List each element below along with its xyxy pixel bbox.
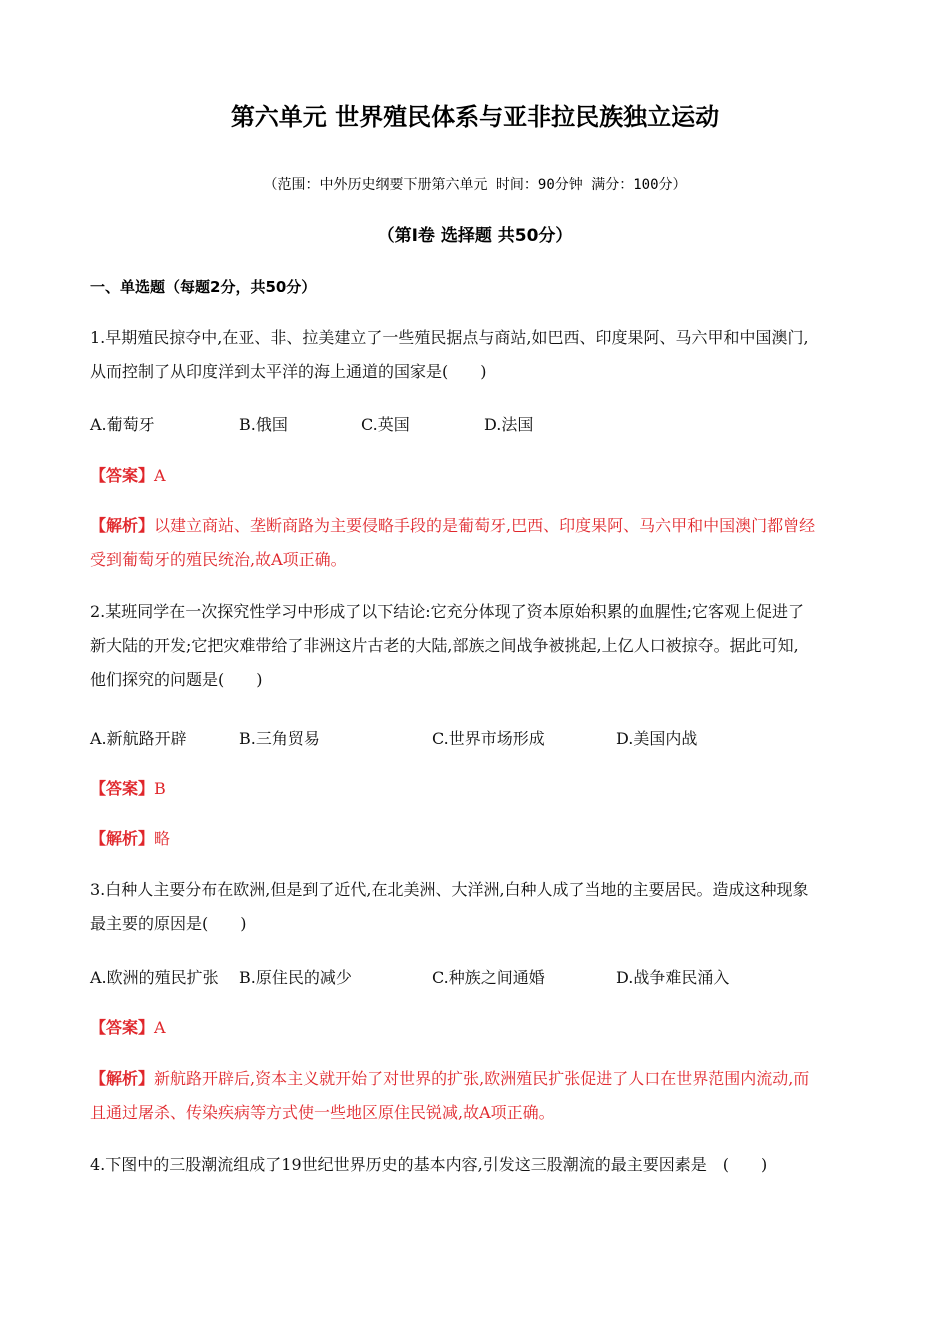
analysis-line: 且通过屠杀、传染疾病等方式使一些地区原住民锐减,故A项正确。 — [90, 1103, 555, 1122]
question-3-answer — [90, 1011, 166, 1045]
answer-label: 【答案】 — [90, 466, 155, 485]
option-a: A.欧洲的殖民扩张 — [90, 968, 219, 987]
question-3-options — [90, 961, 862, 995]
analysis-label: 【解析】 — [90, 829, 155, 848]
question-stem-line: 3.白种人主要分布在欧洲,但是到了近代,在北美洲、大洋洲,白种人成了当地的主要居民。造成这种现象 — [90, 880, 809, 899]
analysis-text: 新航路开辟后,资本主义就开始了对世界的扩张,欧洲殖民扩张促进了人口在世界范围内流动,而 — [154, 1069, 810, 1088]
answer-value: A — [154, 466, 166, 485]
option-a: A.新航路开辟 — [90, 729, 187, 748]
analysis-line — [90, 509, 862, 543]
question-2-analysis — [90, 822, 170, 856]
question-stem-line: 2.某班同学在一次探究性学习中形成了以下结论:它充分体现了资本原始积累的血腥性;它客观上促进了 — [90, 602, 805, 621]
option-b: B.俄国 — [239, 415, 288, 434]
option-c: C.种族之间通婚 — [432, 968, 545, 987]
option-c: C.世界市场形成 — [432, 729, 545, 748]
question-1-answer — [90, 459, 166, 493]
analysis-line: 受到葡萄牙的殖民统治,故A项正确。 — [90, 550, 347, 569]
question-stem-line: 从而控制了从印度洋到太平洋的海上通道的国家是( ) — [90, 362, 487, 381]
option-b: B.原住民的减少 — [239, 968, 352, 987]
answer-value: A — [154, 1018, 166, 1037]
question-2-answer — [90, 772, 166, 806]
analysis-line — [90, 1062, 862, 1096]
question-3-analysis — [90, 1062, 862, 1130]
page-title: 第六单元 世界殖民体系与亚非拉民族独立运动 — [230, 103, 720, 131]
question-1-stem — [90, 321, 862, 389]
analysis-text: 以建立商站、垄断商路为主要侵略手段的是葡萄牙,巴西、印度果阿、马六甲和中国澳门都曾经 — [154, 516, 816, 535]
question-4-stem — [90, 1148, 862, 1182]
question-stem-line: 1.早期殖民掠夺中,在亚、非、拉美建立了一些殖民据点与商站,如巴西、印度果阿、马六甲和中国澳门, — [90, 328, 809, 347]
analysis-label: 【解析】 — [90, 516, 155, 535]
question-stem-line: 最主要的原因是( ) — [90, 914, 247, 933]
question-stem-line: 他们探究的问题是( ) — [90, 670, 263, 689]
question-1-options — [90, 408, 862, 442]
question-stem-line: 新大陆的开发;它把灾难带给了非洲这片古老的大陆,部族之间战争被挑起,上亿人口被掠夺。据此可知, — [90, 636, 799, 655]
analysis-text: 略 — [154, 829, 171, 848]
option-a: A.葡萄牙 — [90, 415, 155, 434]
section-title: 一、单选题（每题2分，共50分） — [90, 278, 317, 296]
answer-label: 【答案】 — [90, 1018, 155, 1037]
question-3-stem — [90, 873, 862, 941]
option-d: D.法国 — [484, 415, 534, 434]
option-d: D.战争难民涌入 — [616, 968, 730, 987]
answer-label: 【答案】 — [90, 779, 155, 798]
option-c: C.英国 — [361, 415, 410, 434]
answer-value: B — [154, 779, 166, 798]
question-1-analysis — [90, 509, 862, 577]
analysis-label: 【解析】 — [90, 1069, 155, 1088]
question-2-options — [90, 722, 862, 756]
question-2-stem — [90, 595, 862, 697]
option-d: D.美国内战 — [616, 729, 698, 748]
part-title: （第Ⅰ卷 选择题 共50分） — [377, 226, 573, 246]
question-stem-line: 4.下图中的三股潮流组成了19世纪世界历史的基本内容,引发这三股潮流的最主要因素是 ( ) — [90, 1155, 768, 1174]
exam-scope-subtitle: （范围：中外历史纲要下册第六单元 时间：90分钟 满分：100分） — [263, 177, 687, 193]
option-b: B.三角贸易 — [239, 729, 320, 748]
